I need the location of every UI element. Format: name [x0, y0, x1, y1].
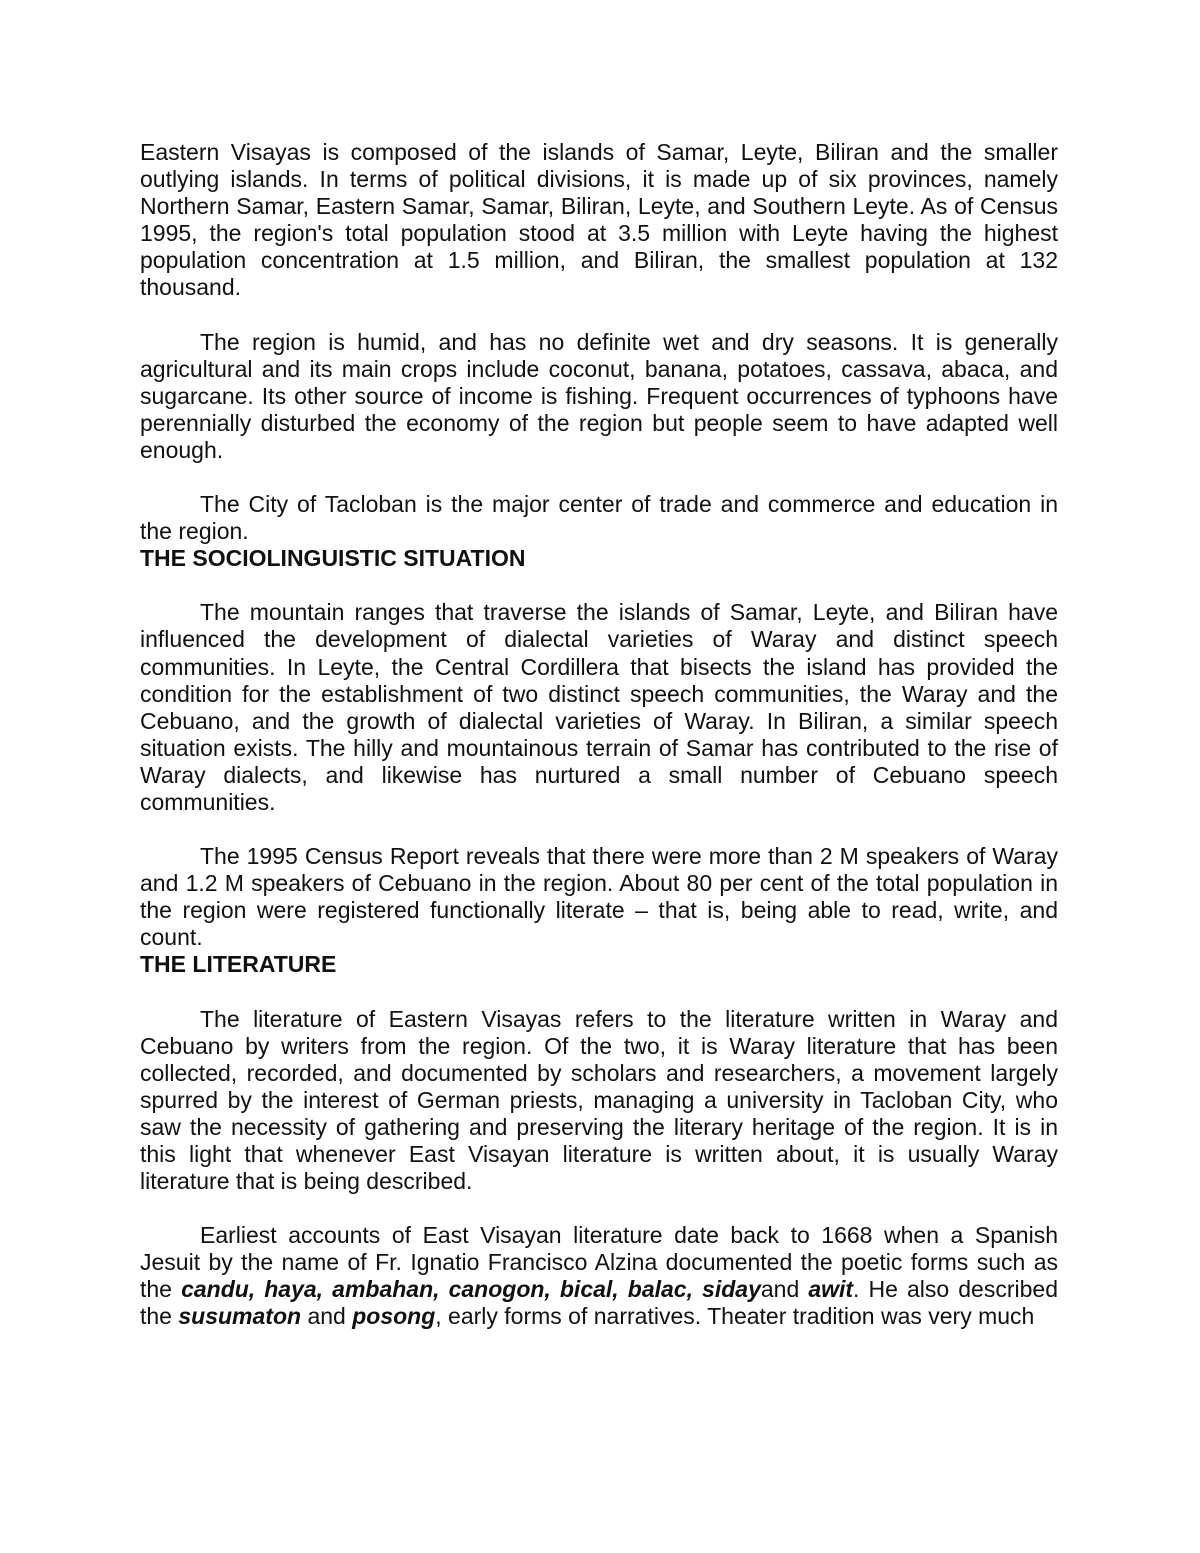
paragraph-text: . He also described the [140, 1276, 1058, 1330]
paragraph-census-report: The 1995 Census Report reveals that there were more than 2 M speakers of Waray and 1.2 M speakers of Cebuano in the region. About 80 per cent of the total population in the region were registered functionally literate – that is, being able to read, write, and count. [140, 843, 1058, 951]
heading-the-literature: THE LITERATURE [140, 951, 337, 978]
paragraph-text: Earliest accounts of East Visayan literature date back to 1668 when a Spanish Jesuit by the name of Fr. Ignatio Francisco Alzina documented the poetic forms such as the [140, 1222, 1058, 1303]
heading-sociolinguistic-situation: THE SOCIOLINGUISTIC SITUATION [140, 545, 526, 572]
paragraph-speech-communities: The mountain ranges that traverse the islands of Samar, Leyte, and Biliran have influenced the development of dialectal varieties of Waray and distinct speech communities. In Leyte, the Central Cordillera that bisects the island has provided the condition for the establishment of two distinct speech communities, the Waray and the Cebuano, and the growth of dialectal varieties of Waray. In Biliran, a similar speech situation exists. The hilly and mountainous terrain of Samar has contributed to the rise of Waray dialects, and likewise has nurtured a small number of Cebuano speech communities. [140, 599, 1058, 815]
paragraph-earliest-accounts [140, 1222, 1058, 1330]
paragraph-text: and [760, 1276, 809, 1303]
paragraph-tacloban: The City of Tacloban is the major center of trade and commerce and education in the region. [140, 491, 1058, 545]
paragraph-text: , early forms of narratives. Theater tradition was very much [435, 1303, 1035, 1330]
term-awit: awit [808, 1276, 854, 1303]
term-susumaton: susumaton [178, 1303, 302, 1330]
term-poetic-forms: candu, haya, ambahan, canogon, bical, balac, siday [181, 1276, 761, 1303]
paragraph-text: and [301, 1303, 353, 1330]
paragraph-region-overview: Eastern Visayas is composed of the islands of Samar, Leyte, Biliran and the smaller outlying islands. In terms of political divisions, it is made up of six provinces, namely Northern Samar, Eastern Samar, Samar, Biliran, Leyte, and Southern Leyte. As of Census 1995, the region's total population stood at 3.5 million with Leyte having the highest population concentration at 1.5 million, and Biliran, the smallest population at 132 thousand. [140, 139, 1058, 301]
paragraph-literature-overview: The literature of Eastern Visayas refers to the literature written in Waray and Cebuano by writers from the region. Of the two, it is Waray literature that has been collected, recorded, and documented by scholars and researchers, a movement largely spurred by the interest of German priests, managing a university in Tacloban City, who saw the necessity of gathering and preserving the literary heritage of the region. It is in this light that whenever East Visayan literature is written about, it is usually Waray literature that is being described. [140, 1005, 1058, 1195]
term-posong: posong [352, 1303, 436, 1330]
paragraph-climate-economy: The region is humid, and has no definite wet and dry seasons. It is generally agricultural and its main crops include coconut, banana, potatoes, cassava, abaca, and sugarcane. Its other source of income is fishing. Frequent occurrences of typhoons have perennially disturbed the economy of the region but people seem to have adapted well enough. [140, 328, 1058, 463]
document-page [140, 139, 1058, 1331]
